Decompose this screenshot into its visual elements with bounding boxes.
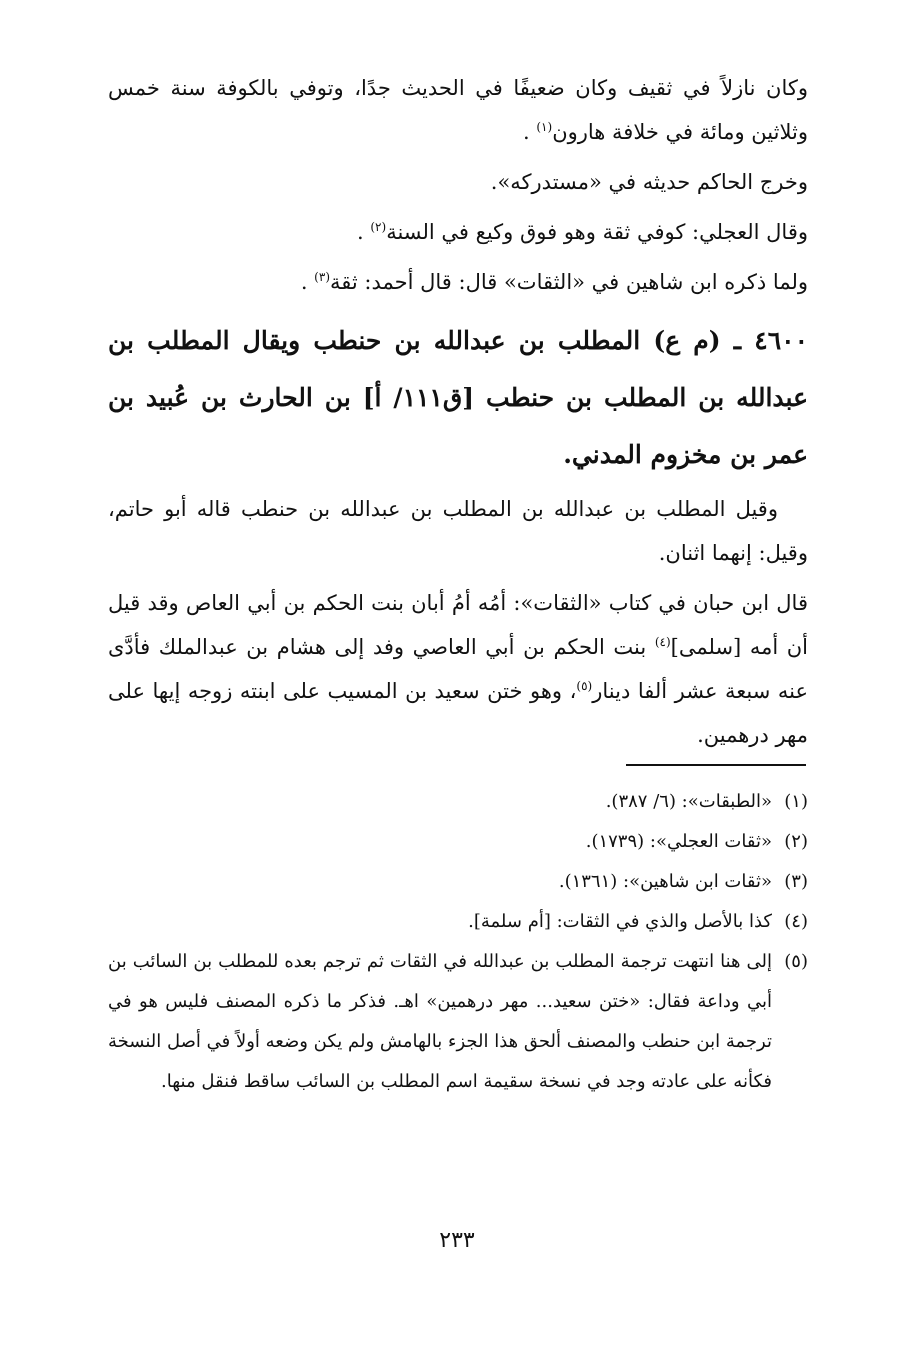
paragraph-6-text-c: ، وهو ختن سعيد بن المسيب على ابنته زوجه إيها على مهر درهمين.	[108, 679, 808, 747]
paragraph-6-text-b: بنت الحكم بن أبي العاصي وفد إلى هشام بن عبدالملك فأدَّى عنه سبعة عشر ألفا دينار	[108, 635, 809, 703]
footnote-1	[108, 782, 808, 822]
paragraph-4-text: ولما ذكره ابن شاهين في «الثقات» قال: قال أحمد: ثقة	[330, 270, 808, 294]
footnote-number: (٣)	[784, 871, 808, 892]
footnote-3	[108, 862, 808, 902]
footnote-ref-4: (٤)	[654, 635, 671, 649]
footnote-text: «ثقات ابن شاهين»: (١٣٦١).	[558, 871, 772, 892]
paragraph-6	[108, 581, 808, 757]
paragraph-2: وخرج الحاكم حديثه في «مستدركه».	[490, 170, 808, 194]
footnote-ref-1: (١)	[536, 120, 553, 134]
footnote-ref-3: (٣)	[314, 270, 330, 284]
footnote-number: (١)	[784, 791, 808, 812]
paragraph-1-text: وكان نازلاً في ثقيف وكان ضعيفًا في الحديث جدًا، وتوفي بالكوفة سنة خمس وثلاثين ومائة في خلافة هارون	[108, 76, 808, 144]
paragraph-3-text: وقال العجلي: كوفي ثقة وهو فوق وكيع في السنة	[386, 220, 808, 244]
main-text-column	[108, 66, 808, 763]
footnote-5	[108, 942, 808, 1102]
footnote-text: إلى هنا انتهت ترجمة المطلب بن عبدالله في الثقات ثم ترجم بعده للمطلب بن السائب بن أبي وداعة فقال: «ختن سعيد... مهر درهمين» اهـ. فذكر ما ذكره المصنف فليس هو في ترجمة ابن حنطب والمصنف ألحق هذا الجزء بالهامش ولم يكن وضعه أولاً في أصل النسخة فكأنه على عادته وجد في نسخة سقيمة اسم المطلب بن السائب ساقط فنقل منها.	[108, 951, 772, 1092]
footnote-number: (٢)	[784, 831, 808, 852]
footnote-number: (٥)	[784, 951, 808, 972]
page-number: ٢٣٣	[439, 1228, 475, 1253]
footnote-separator	[626, 764, 806, 766]
footnote-2	[108, 822, 808, 862]
footnotes	[108, 782, 808, 1102]
paragraph-5: وقيل المطلب بن عبدالله بن المطلب بن عبدالله بن حنطب قاله أبو حاتم، وقيل: إنهما اثنان.	[108, 497, 808, 565]
footnote-ref-2: (٢)	[370, 220, 387, 234]
paragraph-3: وقال العجلي: كوفي ثقة وهو فوق وكيع في السنة$^{(٢)}$ .	[357, 220, 808, 244]
entry-heading: ٤٦٠٠ ـ (م ع) المطلب بن عبدالله بن حنطب ويقال المطلب بن عبدالله بن المطلب بن حنطب [ق١١١/ أ] بن الحارث بن عُبيد بن عمر بن مخزوم المدني.	[108, 326, 808, 469]
footnote-ref-5: (٥)	[576, 679, 593, 693]
paragraph-1: وكان نازلاً في ثقيف وكان ضعيفًا في الحديث جدًا، وتوفي بالكوفة سنة خمس وثلاثين ومائة في خلافة هارون$^{(١)}$ .	[108, 76, 808, 144]
footnote-text: «ثقات العجلي»: (١٧٣٩).	[585, 831, 772, 852]
footnote-number: (٤)	[784, 911, 808, 932]
footnote-4	[108, 902, 808, 942]
footnote-text: «الطبقات»: (٦/ ٣٨٧).	[605, 791, 772, 812]
footnote-text: كذا بالأصل والذي في الثقات: [أم سلمة].	[468, 911, 772, 932]
paragraph-4: ولما ذكره ابن شاهين في «الثقات» قال: قال أحمد: ثقة$^{(٣)}$ .	[300, 270, 808, 294]
paragraph-6-text-a: قال ابن حبان في كتاب «الثقات»: أمُه أمُ أبان بنت الحكم بن أبي العاص وقد قيل أن أمه [سلمى]	[108, 591, 808, 659]
